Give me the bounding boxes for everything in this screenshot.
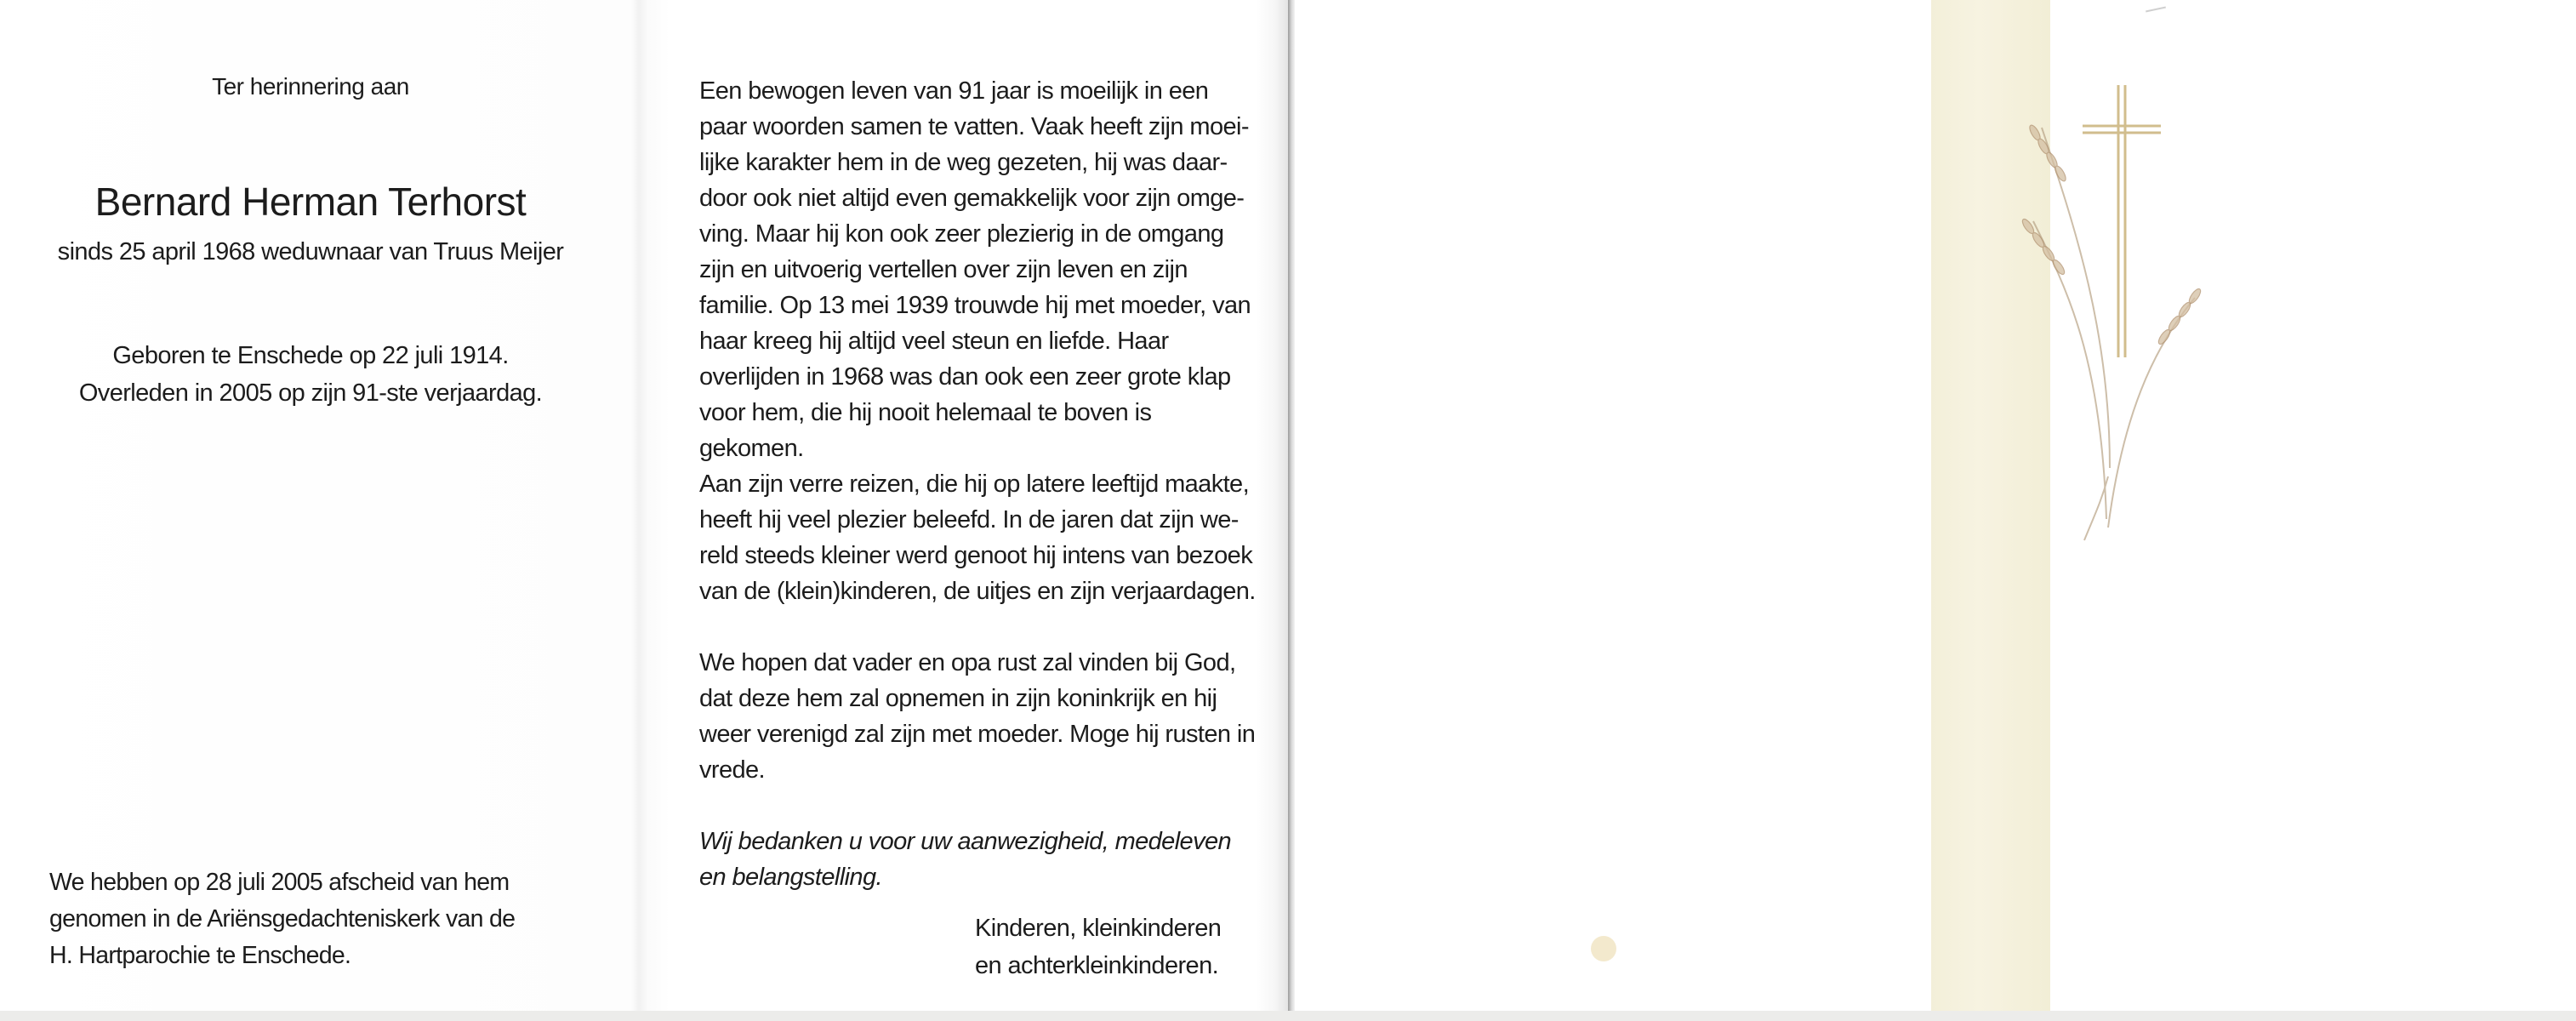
farewell-text: [49, 864, 594, 974]
text-line: paar woorden samen te vatten. Vaak heeft zijn moei-: [699, 113, 1249, 140]
paragraph-prayer: [699, 645, 1269, 788]
paragraph-travel: [699, 466, 1269, 609]
paragraph-gap: [699, 788, 1269, 824]
cross-with-wheat-icon: [1982, 77, 2220, 553]
text-line: heeft hij veel plezier beleefd. In de jaren dat zijn we-: [699, 506, 1239, 533]
text-line: Aan zijn verre reizen, die hij op latere leeftijd maakte,: [699, 471, 1250, 498]
born-line: Geboren te Enschede op 22 juli 1914.: [112, 342, 509, 369]
text-line: voor hem, die hij nooit helemaal te boven is: [699, 399, 1152, 426]
text-line: familie. Op 13 mei 1939 trouwde hij met moeder, van: [699, 292, 1251, 319]
text-line: lijke karakter hem in de weg gezeten, hij was daar-: [699, 149, 1228, 176]
text-line: reld steeds kleiner werd genoot hij intens van bezoek: [699, 542, 1253, 569]
text-line: ving. Maar hij kon ook zeer plezierig in de omgang: [699, 220, 1224, 248]
died-line: Overleden in 2005 op zijn 91-ste verjaardag.: [78, 379, 543, 407]
life-dates: [34, 337, 587, 412]
text-line: gekomen.: [699, 435, 804, 462]
farewell-line: We hebben op 28 juli 2005 afscheid van hem: [49, 869, 510, 896]
signature: [975, 910, 1281, 984]
text-line: overlijden in 1968 was dan ook een zeer grote klap: [699, 363, 1231, 391]
intro-text: Ter herinnering aan: [212, 73, 409, 100]
text-line: Een bewogen leven van 91 jaar is moeilijk in een: [699, 77, 1209, 105]
thanks-text: [699, 824, 1269, 895]
signature-line: en achterkleinkinderen.: [975, 952, 1219, 979]
text-line: door ook niet altijd even gemakkelijk voor zijn omge-: [699, 185, 1245, 212]
text-line: haar kreeg hij altijd veel steun en liefde. Haar: [699, 328, 1169, 355]
text-line: van de (klein)kinderen, de uitjes en zijn verjaardagen.: [699, 578, 1256, 605]
text-line: vrede.: [699, 756, 765, 784]
farewell-line: H. Hartparochie te Enschede.: [49, 942, 351, 969]
text-line: weer verenigd zal zijn met moeder. Moge hij rusten in: [699, 721, 1256, 748]
signature-line: Kinderen, kleinkinderen: [975, 915, 1222, 942]
fold-shadow: [1288, 0, 1295, 1011]
paragraph-gap: [699, 609, 1269, 645]
widower-note: sinds 25 april 1968 weduwnaar van Truus Meijer: [57, 238, 564, 265]
scan-edge: [0, 1011, 2576, 1021]
memorial-text: [699, 73, 1269, 895]
deceased-name: Bernard Herman Terhorst: [94, 180, 527, 224]
text-line: dat deze hem zal opnemen in zijn koninkrijk en hij: [699, 685, 1217, 712]
publisher-logo-icon: [1591, 936, 1616, 961]
paragraph-life: [699, 73, 1269, 466]
text-line: We hopen dat vader en opa rust zal vinden bij God,: [699, 649, 1236, 676]
text-line: en belangstelling.: [699, 864, 882, 891]
text-line: Wij bedanken u voor uw aanwezigheid, medeleven: [699, 828, 1232, 855]
farewell-line: genomen in de Ariënsgedachteniskerk van de: [49, 905, 516, 933]
text-line: zijn en uitvoerig vertellen over zijn leven en zijn: [699, 256, 1188, 283]
